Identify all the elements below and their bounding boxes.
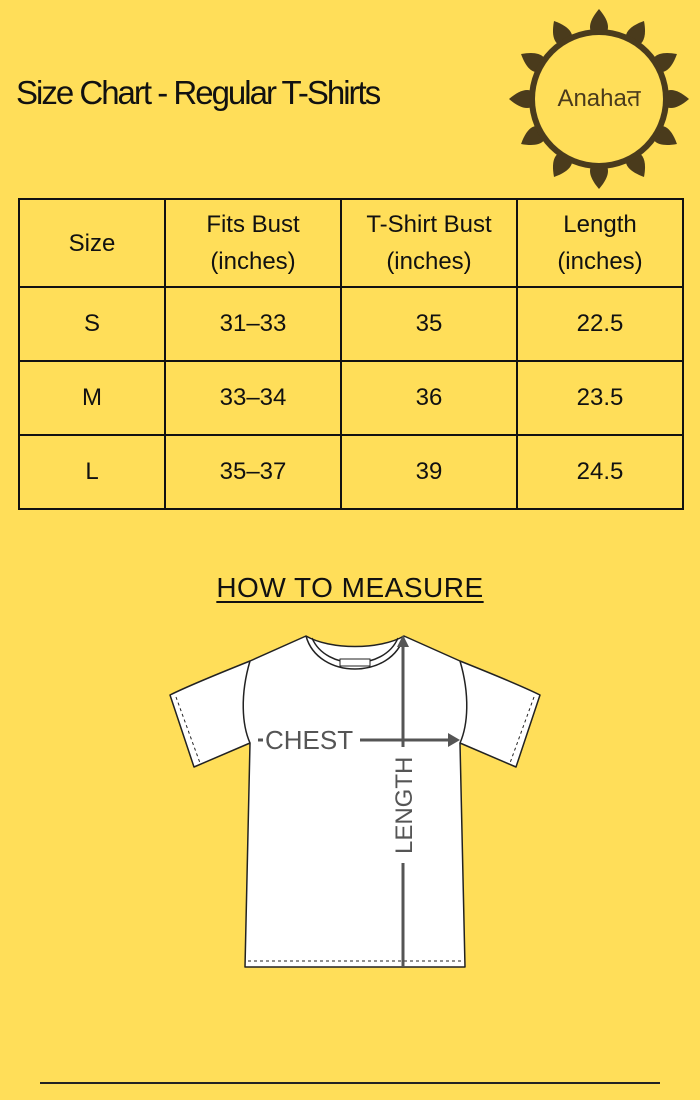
table-row	[19, 287, 683, 361]
table-row	[19, 361, 683, 435]
table-header-row	[19, 199, 683, 287]
header-length: Length (inches)	[517, 199, 683, 287]
cell-size: L	[19, 435, 165, 509]
tshirt-icon	[170, 636, 540, 967]
tshirt-diagram	[160, 625, 550, 980]
cell-length: 23.5	[517, 361, 683, 435]
cell-length: 22.5	[517, 287, 683, 361]
length-label: LENGTH	[391, 756, 418, 854]
chest-label: CHEST	[265, 725, 354, 755]
cell-tshirt-bust: 36	[341, 361, 517, 435]
brand-logo	[508, 8, 690, 190]
size-chart-table	[18, 198, 684, 510]
cell-length: 24.5	[517, 435, 683, 509]
header-fits-bust: Fits Bust (inches)	[165, 199, 341, 287]
cell-tshirt-bust: 35	[341, 287, 517, 361]
cell-fits-bust: 35–37	[165, 435, 341, 509]
header-tshirt-bust: T-Shirt Bust (inches)	[341, 199, 517, 287]
cell-size: S	[19, 287, 165, 361]
neck-label	[340, 659, 370, 666]
cell-fits-bust: 33–34	[165, 361, 341, 435]
page-title: Size Chart - Regular T-Shirts	[16, 74, 380, 111]
table-row	[19, 435, 683, 509]
bottom-divider	[40, 1082, 660, 1084]
header-size: Size	[19, 199, 165, 287]
brand-name: Anahaत	[557, 85, 641, 112]
cell-size: M	[19, 361, 165, 435]
how-to-measure-heading: HOW TO MEASURE	[216, 572, 484, 603]
cell-tshirt-bust: 39	[341, 435, 517, 509]
cell-fits-bust: 31–33	[165, 287, 341, 361]
